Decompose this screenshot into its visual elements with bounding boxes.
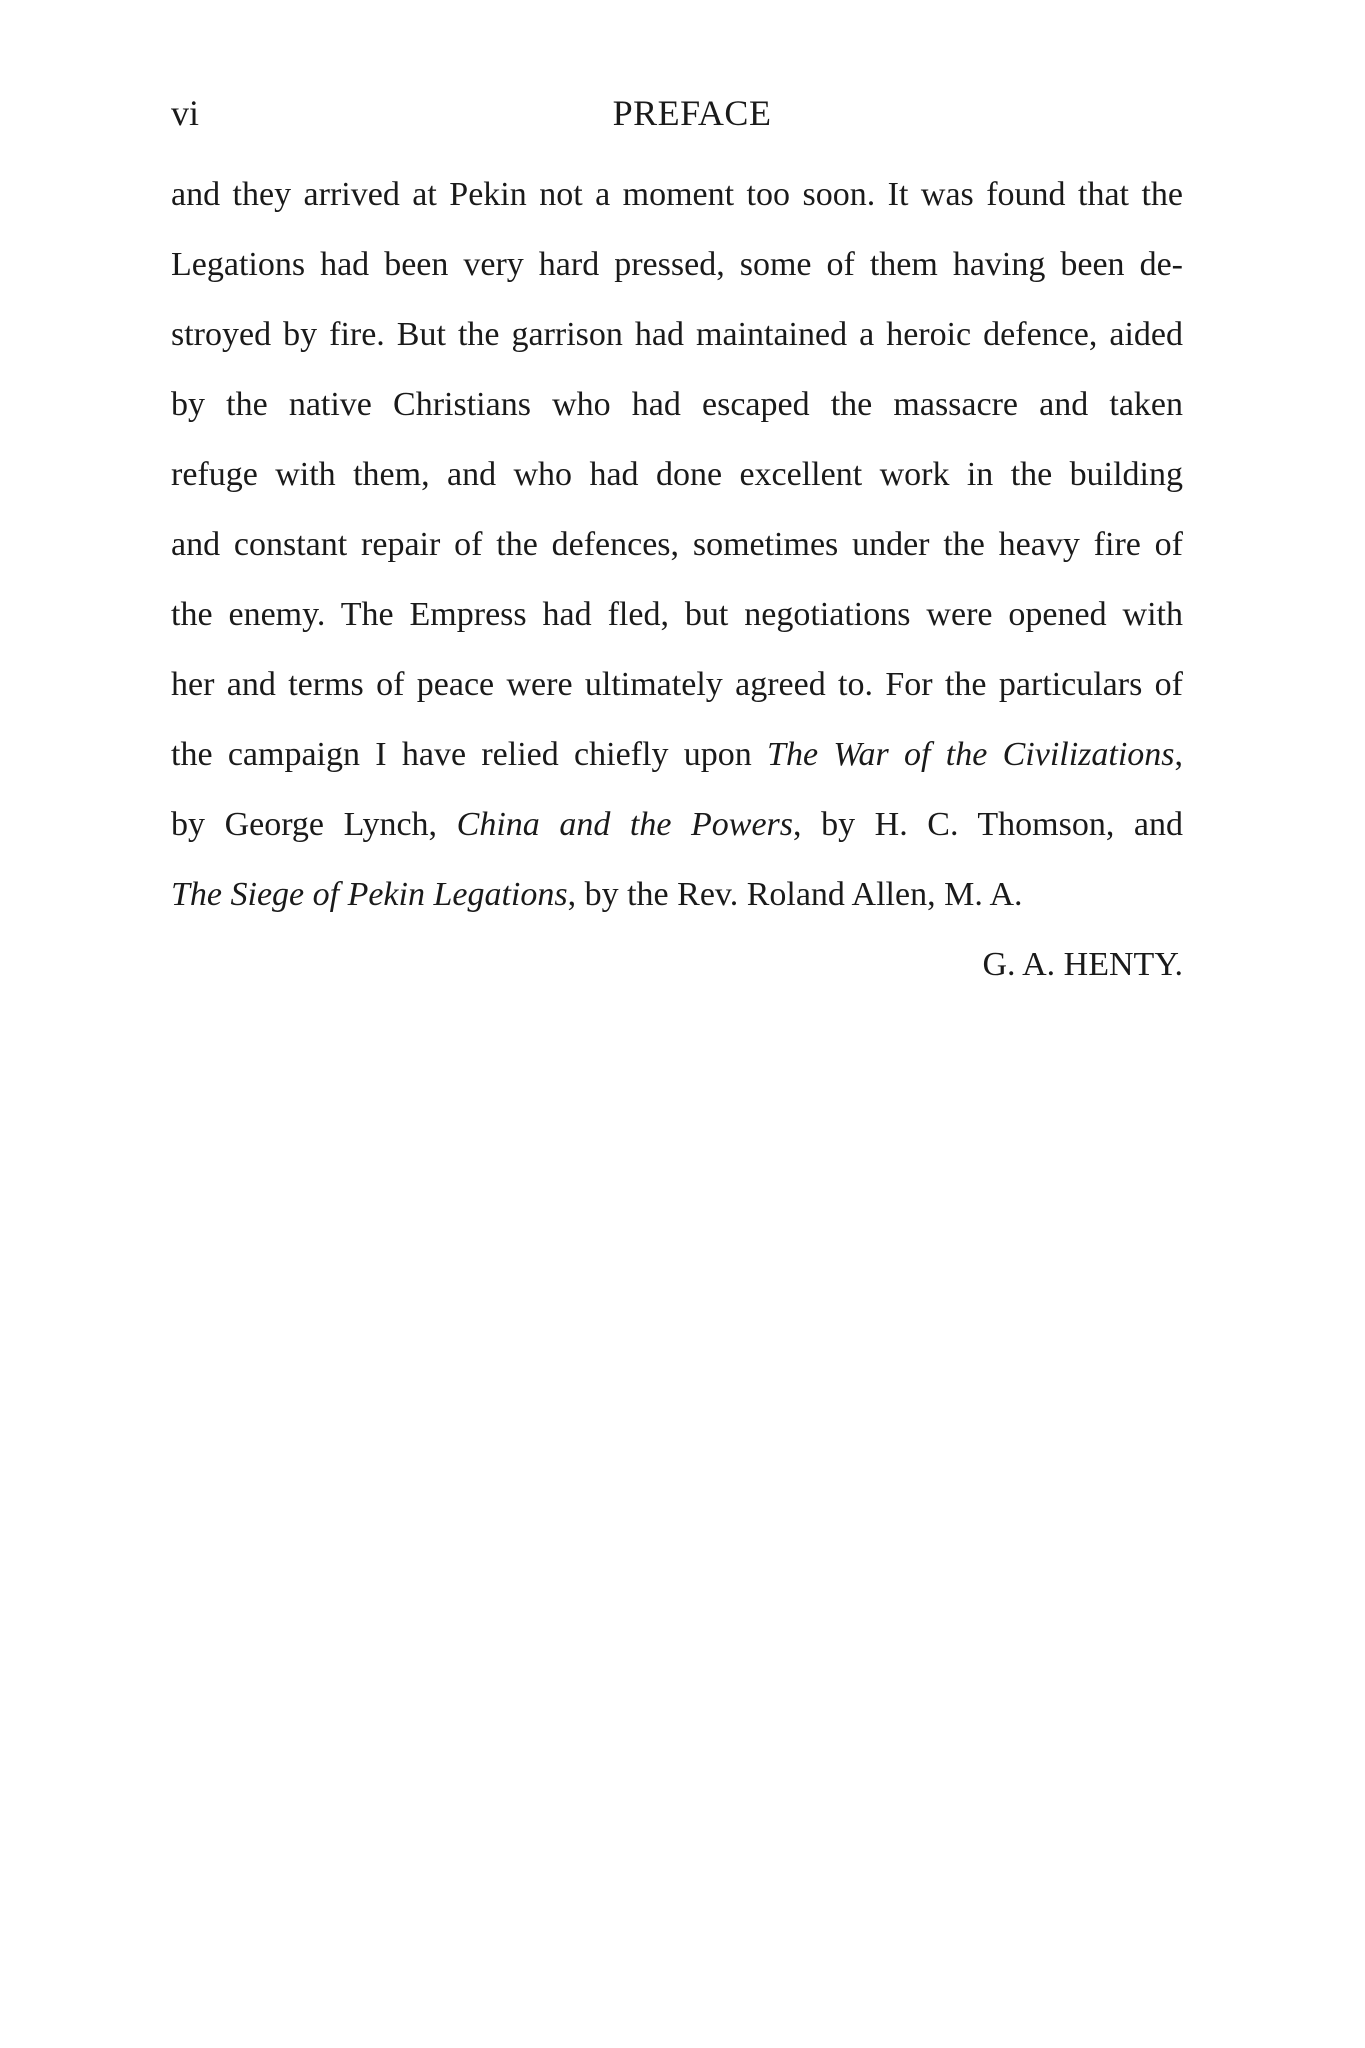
- line-text: the campaign I have relied chiefly upon: [171, 736, 768, 773]
- line-text: , by H. C. Thomson, and: [793, 806, 1184, 843]
- author-signature: G. A. HENTY.: [982, 946, 1183, 983]
- text-line: refuge with them, and who had done excellent work in the building: [171, 456, 1183, 493]
- preface-body: [171, 160, 1183, 1000]
- text-line: by the native Christians who had escaped the massacre and taken: [171, 386, 1183, 423]
- page-number: vi: [171, 93, 200, 133]
- line-text: by George Lynch,: [171, 806, 457, 843]
- text-line: stroyed by fire. But the garrison had maintained a heroic defence, aided: [171, 316, 1183, 353]
- book-title: China and the Powers: [456, 806, 794, 843]
- text-line: [171, 720, 1183, 790]
- line-text: , by the Rev. Roland Allen, M. A.: [567, 876, 1023, 913]
- text-line: [171, 860, 1183, 930]
- text-line: her and terms of peace were ultimately agreed to. For the particulars of: [171, 666, 1183, 703]
- running-title: PREFACE: [612, 93, 772, 133]
- line-text: ,: [1174, 736, 1184, 773]
- text-line: the enemy. The Empress had fled, but negotiations were opened with: [171, 596, 1183, 633]
- text-line: Legations had been very hard pressed, some of them having been de-: [171, 246, 1183, 283]
- text-line: and constant repair of the defences, sometimes under the heavy fire of: [171, 526, 1183, 563]
- text-line: and they arrived at Pekin not a moment too soon. It was found that the: [171, 176, 1183, 213]
- running-head: [171, 88, 1183, 138]
- book-title: The War of the Civilizations: [767, 736, 1175, 773]
- book-title: The Siege of Pekin Legations: [171, 876, 568, 913]
- text-line: [171, 790, 1183, 860]
